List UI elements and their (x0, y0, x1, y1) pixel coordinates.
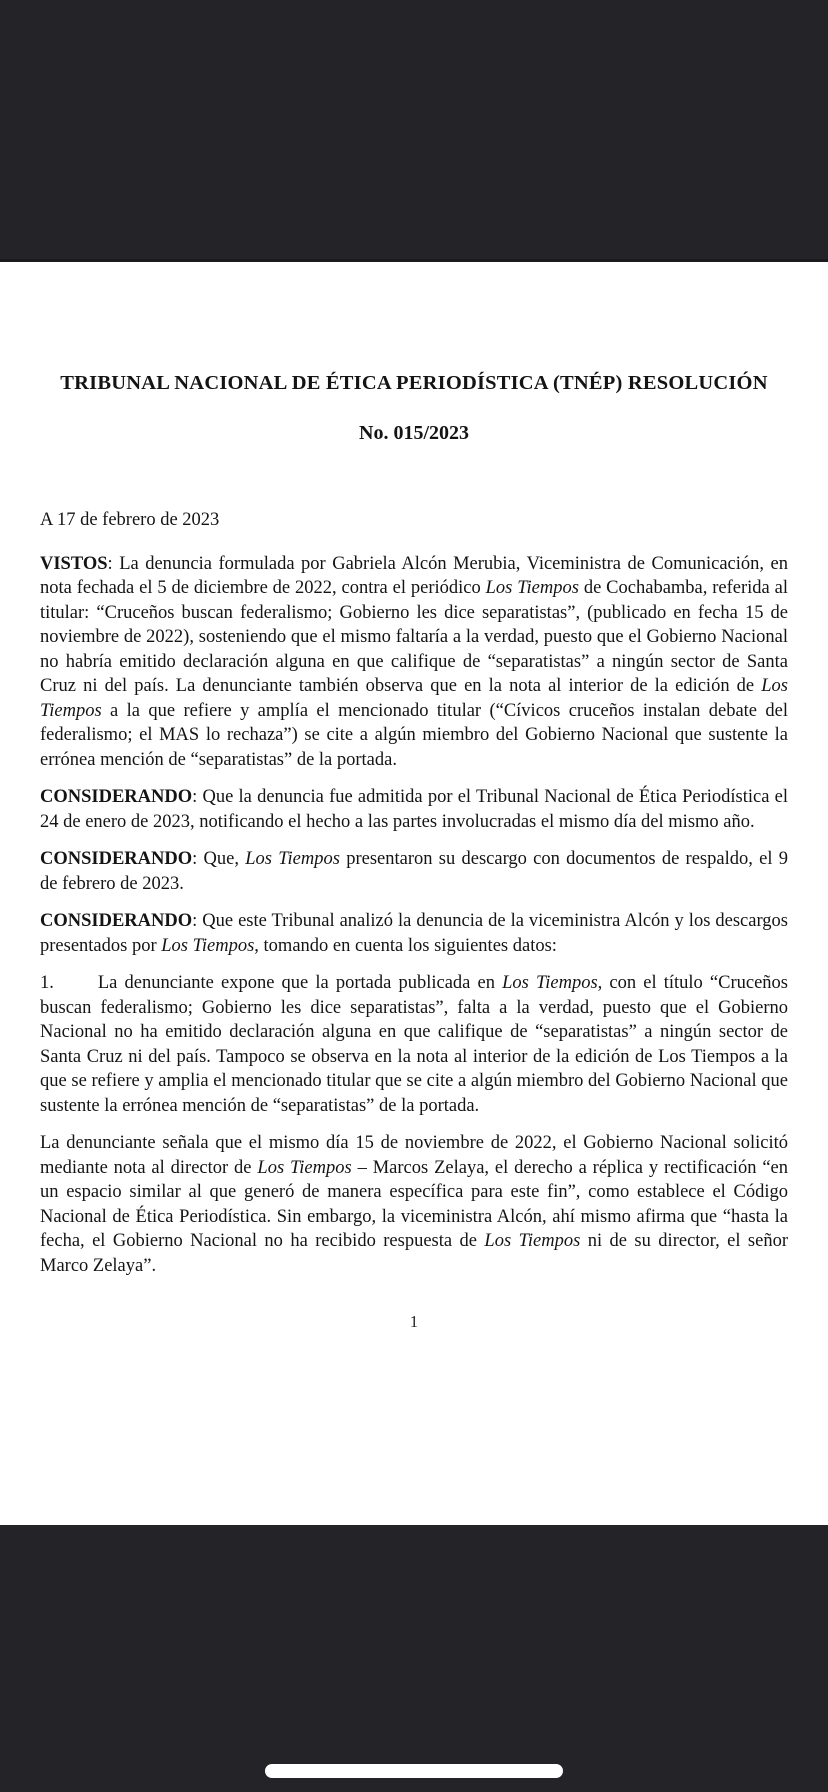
text-segment: 1. (40, 973, 54, 993)
document-body (40, 552, 788, 1279)
text-segment: – Marcos Zelaya, el derecho a réplica y rectificación “en un espacio similar al que generó de manera específica para este fin”, como establece el Código Nacional de Ética Periodística. Sin embargo, la viceministra Alcón, ahí mismo afirma que “hasta la fecha, el Gobierno Nacional no ha recibido respuesta de (40, 1157, 788, 1251)
text-segment: VISTOS (40, 553, 108, 574)
text-segment: : Que, (192, 849, 246, 869)
text-segment: La denunciante expone que la portada publicada en (97, 973, 503, 993)
text-segment: Los Tiempos (245, 849, 340, 869)
text-segment: La denunciante señala que el mismo día 15 de noviembre de 2022, el Gobierno Nacional solicitó mediante nota al director de (40, 1133, 788, 1178)
page-number: 1 (409, 1312, 419, 1331)
text-segment: CONSIDERANDO (40, 849, 193, 869)
home-indicator[interactable] (265, 1764, 563, 1778)
text-segment: CONSIDERANDO (40, 911, 193, 931)
paragraph-denunciante-replica (40, 1131, 788, 1278)
text-segment: a la que refiere y amplía el mencionado titular (“Cívicos cruceños instalan debate del federalismo; el MAS lo rechaza”) se cite a algún miembro del Gobierno Nacional que sustente la errónea mención de “separatistas” de la portada. (40, 700, 788, 770)
paragraph-vistos (40, 552, 788, 773)
text-segment: Los Tiempos (502, 973, 598, 993)
text-segment: : Que este Tribunal analizó la denuncia de la viceministra Alcón y los descargos presentados por (40, 911, 788, 956)
document-page[interactable] (0, 262, 828, 1525)
text-segment: Los Tiempos (257, 1157, 352, 1178)
text-segment: Los Tiempos (161, 935, 255, 956)
text-segment: de Cochabamba, referida al titular: “Cruceños buscan federalismo; Gobierno les dice separatistas”, (publicado en fecha 15 de noviembre de 2022), sosteniendo que el mismo faltaría a la verdad, puesto que el Gobierno Nacional no habría emitido declaración alguna en que califique de “separatistas” a ningún sector de Santa Cruz ni del país. La denunciante también observa que en la nota al interior de la edición de (40, 578, 789, 696)
paragraph-item-1 (40, 971, 788, 1118)
text-segment: : La denuncia formulada por Gabriela Alcón Merubia, Viceministra de Comunicación, en nota fechada el 5 de diciembre de 2022, contra el periódico (40, 553, 788, 598)
viewer-background-bottom (0, 1525, 828, 1792)
text-segment: , tomando en cuenta los siguientes datos: (254, 935, 557, 956)
text-segment: Los Tiempos (484, 1231, 581, 1251)
text-segment: presentaron su descargo con documentos de respaldo, el 9 de febrero de 2023. (40, 849, 788, 894)
text-segment: Los Tiempos (40, 676, 788, 721)
viewer-background-top (0, 0, 828, 262)
paragraph-considerando-2 (40, 847, 788, 896)
text-segment: ni de su director, el señor Marco Zelaya”. (40, 1231, 788, 1276)
text-segment: : Que la denuncia fue admitida por el Tribunal Nacional de Ética Periodística el 24 de enero de 2023, notificando el hecho a las partes involucradas el mismo día del mismo año. (40, 787, 788, 832)
document-date: A 17 de febrero de 2023 (40, 510, 220, 530)
document-resolution-number: No. 015/2023 (359, 422, 469, 444)
text-segment: CONSIDERANDO (40, 787, 193, 807)
text-segment: Los Tiempos (485, 578, 579, 598)
text-segment: , con el título “Cruceños buscan federalismo; Gobierno les dice separatistas”, falta a la verdad, puesto que el Gobierno Nacional no ha emitido declaración alguna en que califique de “separatistas” a ningún sector de Santa Cruz ni del país. Tampoco se observa en la nota al interior de la edición de Los Tiempos a la que se refiere y amplia el mencionado titular que se cite a algún miembro del Gobierno Nacional que sustente la errónea mención de “separatistas” de la portada. (40, 973, 788, 1116)
paragraph-considerando-1 (40, 785, 788, 834)
document-title: TRIBUNAL NACIONAL DE ÉTICA PERIODÍSTICA (TNÉP) RESOLUCIÓN (60, 372, 768, 394)
paragraph-considerando-3 (40, 909, 788, 958)
